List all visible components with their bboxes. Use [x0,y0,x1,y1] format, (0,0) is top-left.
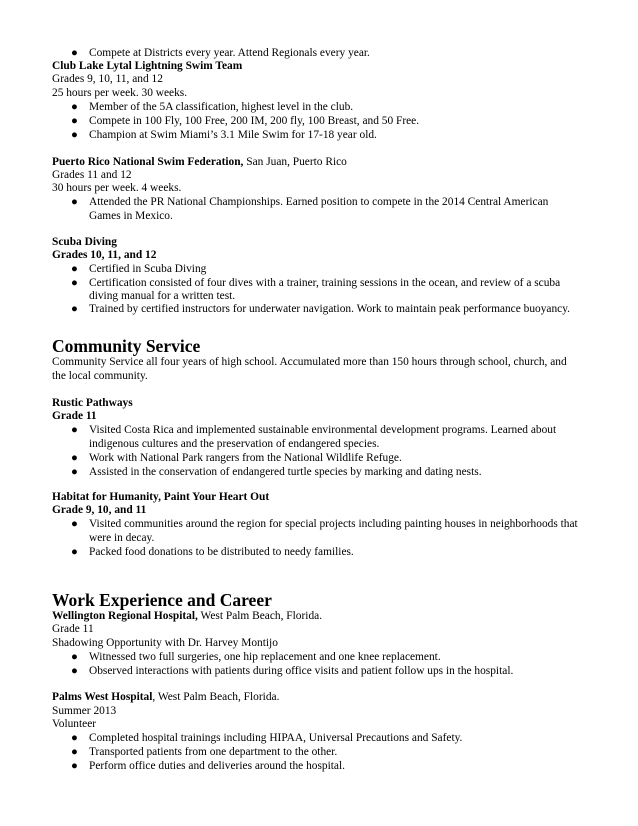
bullet-icon: ● [71,546,78,558]
grades-text: Grades 11 and 12 [52,169,132,181]
bullet-icon: ● [71,101,78,113]
org-name: Palms West Hospital [52,691,153,703]
bullet-icon: ● [71,115,78,127]
list-item: Visited communities around the region for special projects including painting houses in neighborhoods that [89,518,578,530]
list-item: Completed hospital trainings including HIPAA, Universal Precautions and Safety. [89,732,463,744]
list-item: Certified in Scuba Diving [89,263,207,275]
list-item: Packed food donations to be distributed to needy families. [89,546,354,558]
bullet-icon: ● [71,518,78,530]
list-item: Certification consisted of four dives with a trainer, training sessions in the ocean, and review of a scuba [89,277,561,289]
list-item: Perform office duties and deliveries around the hospital. [89,760,346,772]
list-item-continued: were in decay. [89,532,155,544]
list-item: Work with National Park rangers from the National Wildlife Refuge. [89,452,402,464]
section-subtitle [52,690,279,704]
role-text: Shadowing Opportunity with Dr. Harvey Montijo [52,637,278,649]
role-text: Volunteer [52,718,97,730]
bullet-icon: ● [71,452,78,464]
bullet-icon: ● [71,746,78,758]
bullet-icon: ● [71,303,78,315]
org-name: Puerto Rico National Swim Federation, [52,156,244,168]
section-subtitle: Scuba Diving [52,236,117,248]
list-item: Compete at Districts every year. Attend Regionals every year. [89,47,370,59]
section-heading: Work Experience and Career [52,590,272,610]
grades-text: Grades 9, 10, 11, and 12 [52,73,163,85]
bullet-icon: ● [71,760,78,772]
hours-text: 30 hours per week. 4 weeks. [52,182,182,194]
bullet-icon: ● [71,196,78,208]
list-item: Trained by certified instructors for underwater navigation. Work to maintain peak performance buoyancy. [89,303,571,315]
bullet-icon: ● [71,424,78,436]
list-item: Compete in 100 Fly, 100 Free, 200 IM, 200 fly, 100 Breast, and 50 Free. [89,115,420,127]
bullet-icon: ● [71,665,78,677]
grades-text: Grade 11 [52,623,94,635]
section-subtitle: Habitat for Humanity, Paint Your Heart Out [52,491,270,503]
org-name: Wellington Regional Hospital, [52,610,198,622]
section-subtitle: Club Lake Lytal Lightning Swim Team [52,60,243,72]
grades-text: Grade 11 [52,410,97,422]
list-item-continued: diving manual for a written test. [89,290,236,302]
bullet-icon: ● [71,466,78,478]
bullet-icon: ● [71,263,78,275]
list-item: Assisted in the conservation of endangered turtle species by marking and dating nests. [89,466,482,478]
org-location: West Palm Beach, Florida. [197,610,323,622]
section-heading: Community Service [52,336,201,356]
paragraph-continued: the local community. [52,370,148,382]
bullet-icon: ● [71,129,78,141]
list-item: Attended the PR National Championships. Earned position to compete in the 2014 Central American [89,196,549,208]
section-subtitle: Rustic Pathways [52,397,133,409]
list-item-continued: Games in Mexico. [89,210,173,222]
org-location: , West Palm Beach, Florida. [152,691,280,703]
section-subtitle [52,155,347,169]
section-subtitle [52,609,322,623]
bullet-icon: ● [71,47,78,59]
bullet-icon: ● [71,651,78,663]
list-item: Transported patients from one department to the other. [89,746,338,758]
bullet-icon: ● [71,732,78,744]
list-item: Champion at Swim Miami’s 3.1 Mile Swim for 17-18 year old. [89,129,377,141]
org-location: San Juan, Puerto Rico [243,156,347,168]
bullet-icon: ● [71,277,78,289]
grades-text: Grade 9, 10, and 11 [52,504,147,516]
list-item-continued: indigenous cultures and the preservation of endangered species. [89,438,380,450]
grades-text: Grades 10, 11, and 12 [52,249,157,261]
list-item: Member of the 5A classification, highest level in the club. [89,101,354,113]
list-item: Visited Costa Rica and implemented sustainable environmental development programs. Learned about [89,424,557,436]
list-item: Witnessed two full surgeries, one hip replacement and one knee replacement. [89,651,441,663]
term-text: Summer 2013 [52,705,117,717]
paragraph: Community Service all four years of high school. Accumulated more than 150 hours through school, church, and [52,356,567,368]
list-item: Observed interactions with patients during office visits and patient follow ups in the hospital. [89,665,514,677]
hours-text: 25 hours per week. 30 weeks. [52,87,188,99]
